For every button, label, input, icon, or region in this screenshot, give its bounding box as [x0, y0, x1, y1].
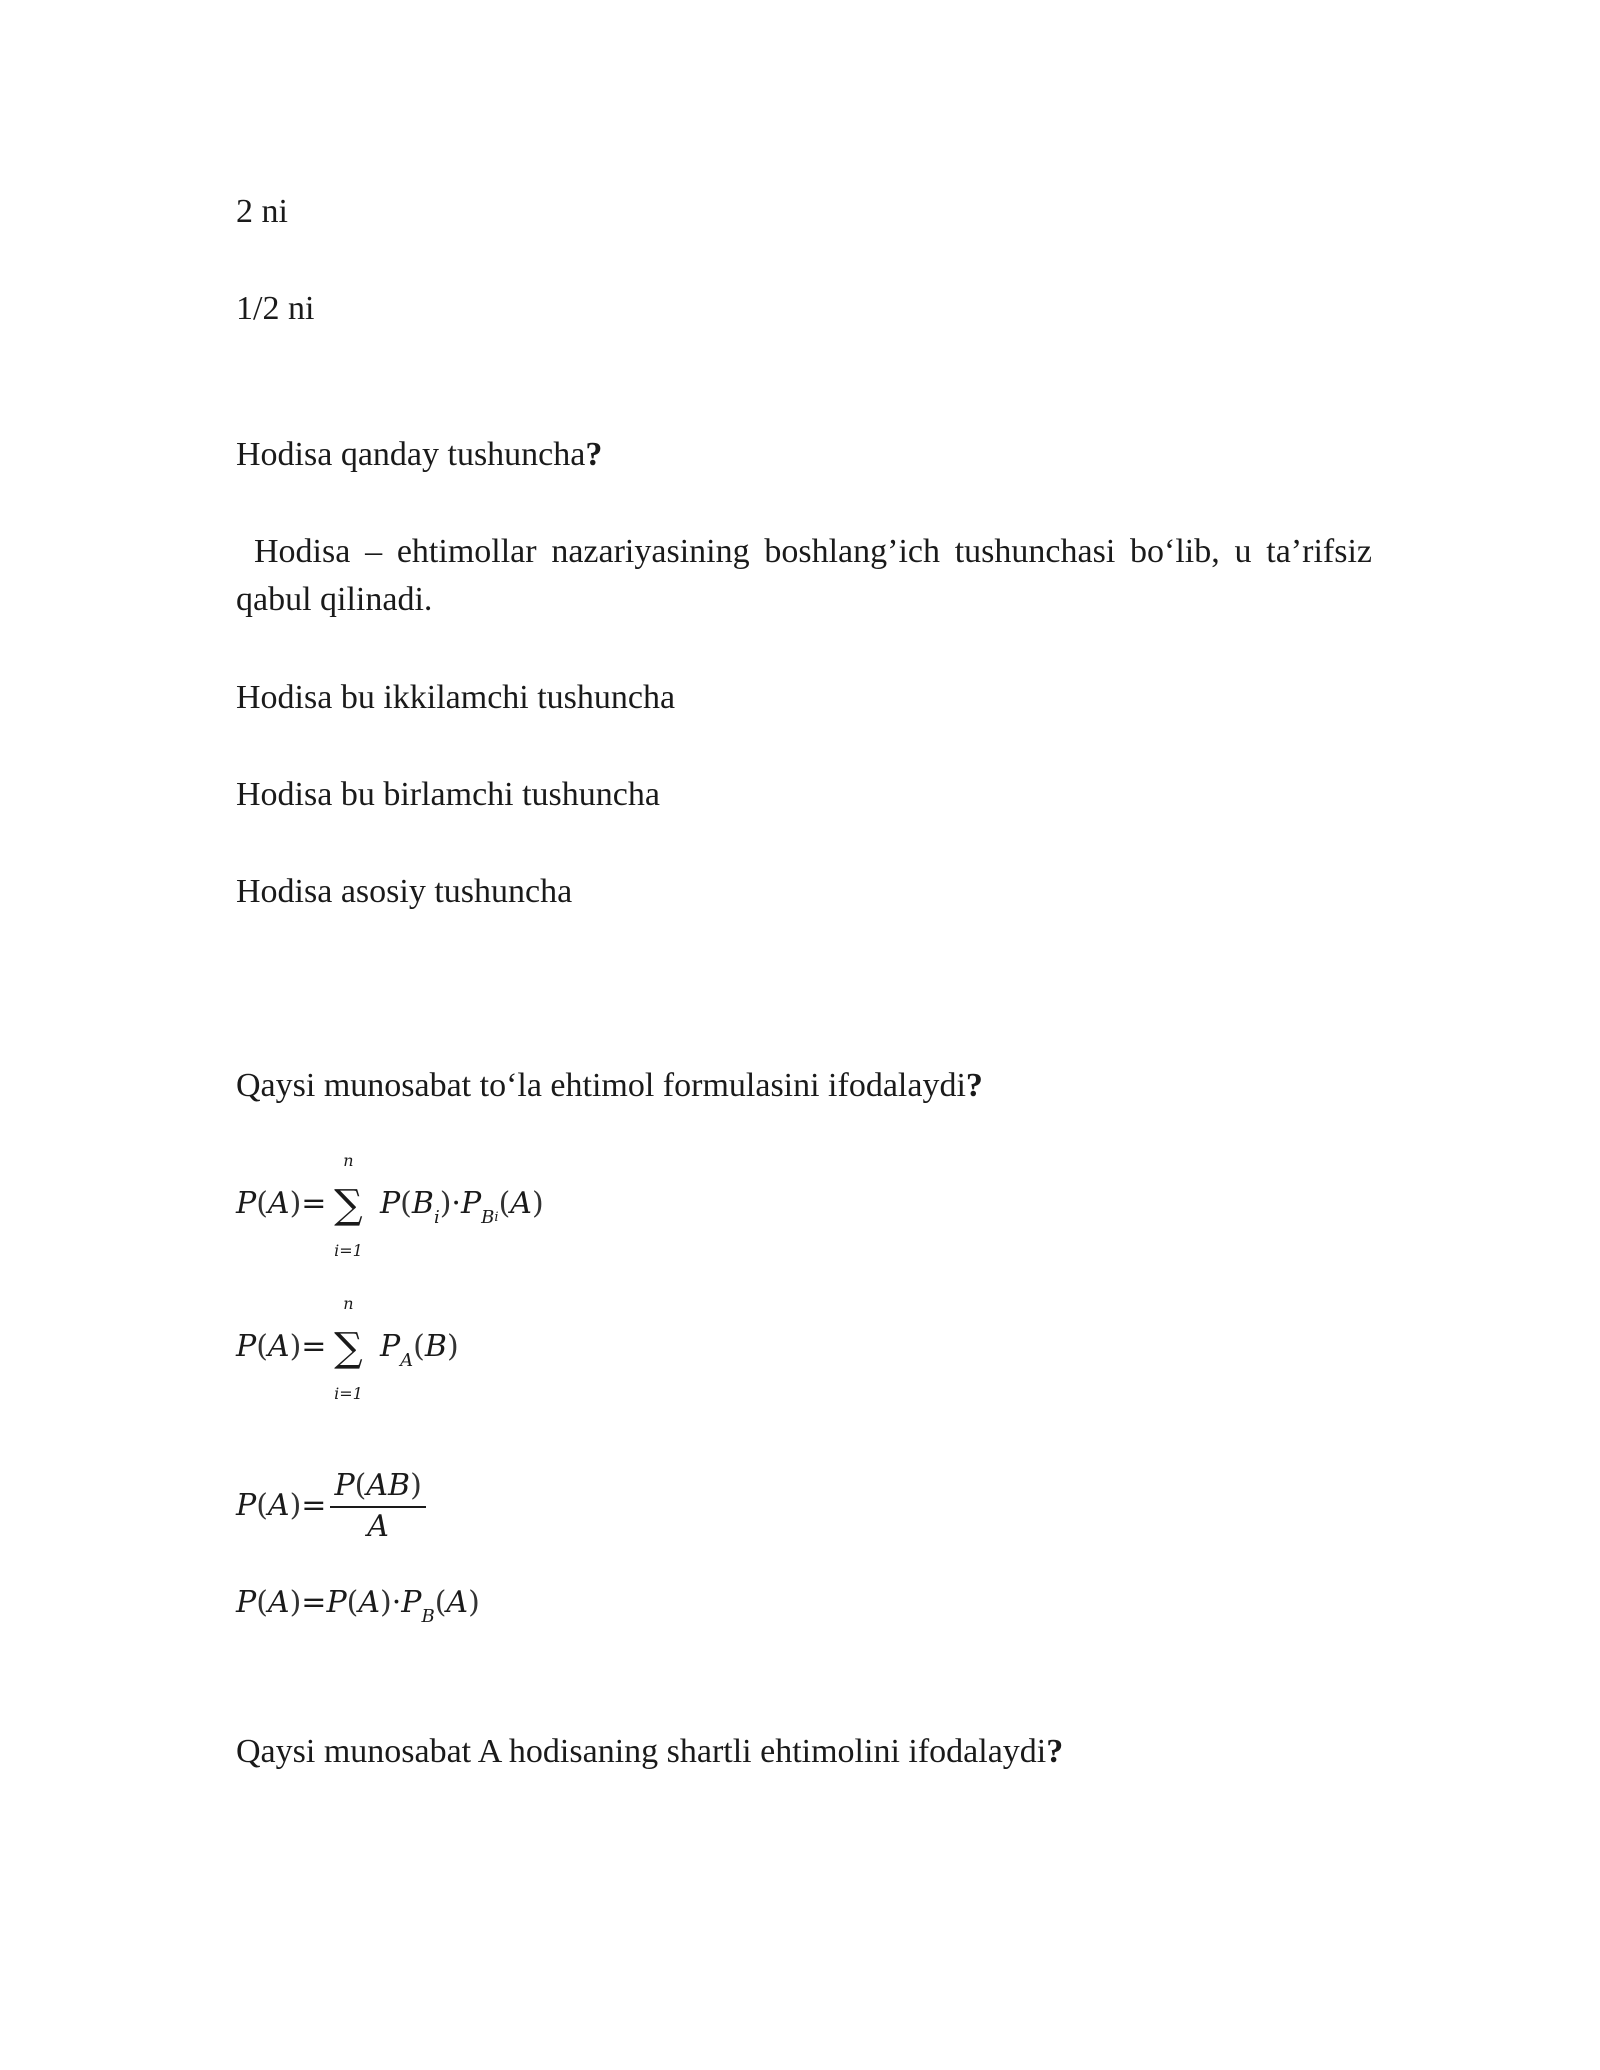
answer-option: 1/2 ni: [236, 290, 315, 327]
formula-option-4: $P(A)=P(A)\cdot P_B(A)$: [236, 1585, 480, 1627]
answer-option: Hodisa bu ikkilamchi tushuncha: [236, 679, 676, 716]
answer-option: Hodisa – ehtimollar nazariyasining boshlang’ich tushunchasi bo‘lib, u ta’rifsiz qabul qilinadi.: [236, 533, 1372, 618]
formula-option-3: P(A)= $\frac{P(AB)}{A}$: [236, 1468, 426, 1546]
answer-option: Hodisa bu birlamchi tushuncha: [236, 776, 660, 813]
answer-option: 2 ni: [236, 193, 288, 230]
question-title: [236, 1065, 983, 1107]
fraction: $\frac{P(AB)}{A}$: [330, 1468, 425, 1546]
question-text: Qaysi munosabat A hodisaning shartli ehtimolini ifodalaydi: [236, 1733, 1047, 1770]
summation-symbol: n ∑ i=1: [334, 1151, 363, 1260]
answer-option: Hodisa asosiy tushuncha: [236, 873, 573, 910]
question-mark: ?: [965, 1067, 983, 1104]
summation-symbol: n ∑ i=1: [334, 1294, 363, 1403]
formula-option-2: P(A)= n ∑ i=1 $P_A(B)$: [236, 1294, 459, 1403]
question-mark: ?: [1046, 1733, 1064, 1770]
formula-option-1: P(A)= n ∑ i=1 $P(B_i)\cdot P_{Bi}(A)$: [236, 1151, 544, 1260]
question-text: Qaysi munosabat to‘la ehtimol formulasini ifodalaydi: [236, 1067, 966, 1104]
question-title: [236, 1731, 1063, 1773]
question-title: [236, 434, 602, 476]
question-mark: ?: [585, 436, 603, 473]
question-text: Hodisa qanday tushuncha: [236, 436, 586, 473]
